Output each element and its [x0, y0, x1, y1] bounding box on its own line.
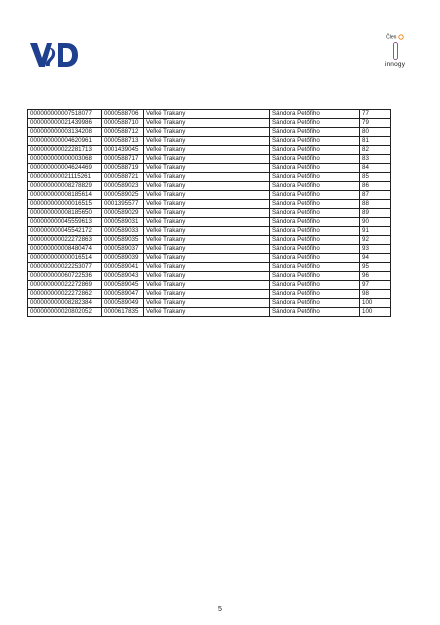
table-row	[28, 245, 391, 254]
table-row	[28, 290, 391, 299]
street-cell: Sándora Petőfiho	[270, 155, 360, 164]
ring-icon	[398, 34, 404, 40]
municipality-cell: Veľké Trakany	[144, 164, 270, 173]
house-number-cell: 86	[360, 182, 391, 191]
table-row	[28, 119, 391, 128]
meter-number-cell: 0000589037	[102, 245, 144, 254]
eic-code-cell: 000000000022281713	[28, 146, 102, 155]
municipality-cell: Veľké Trakany	[144, 236, 270, 245]
records-table	[27, 109, 391, 317]
street-cell: Sándora Petőfiho	[270, 137, 360, 146]
eic-code-cell: 000000000004620961	[28, 137, 102, 146]
innogy-logo	[378, 34, 412, 76]
eic-code-cell: 000000000008282384	[28, 299, 102, 308]
meter-number-cell: 0000588721	[102, 173, 144, 182]
meter-number-cell: 0000589023	[102, 182, 144, 191]
street-cell: Sándora Petőfiho	[270, 182, 360, 191]
street-cell: Sándora Petőfiho	[270, 308, 360, 317]
street-cell: Sándora Petőfiho	[270, 191, 360, 200]
meter-number-cell: 0000589035	[102, 236, 144, 245]
table-row	[28, 164, 391, 173]
eic-code-cell: 000000000008278829	[28, 182, 102, 191]
municipality-cell: Veľké Trakany	[144, 245, 270, 254]
eic-code-cell: 000000000045542172	[28, 227, 102, 236]
municipality-cell: Veľké Trakany	[144, 218, 270, 227]
meter-number-cell: 0000589043	[102, 272, 144, 281]
house-number-cell: 93	[360, 245, 391, 254]
municipality-cell: Veľké Trakany	[144, 263, 270, 272]
table-row	[28, 218, 391, 227]
street-cell: Sándora Petőfiho	[270, 200, 360, 209]
municipality-cell: Veľké Trakany	[144, 281, 270, 290]
eic-code-cell: 000000000000003068	[28, 155, 102, 164]
meter-number-cell: 0000589047	[102, 290, 144, 299]
eic-code-cell: 000000000008185614	[28, 191, 102, 200]
street-cell: Sándora Petőfiho	[270, 119, 360, 128]
table-row	[28, 254, 391, 263]
street-cell: Sándora Petőfiho	[270, 299, 360, 308]
municipality-cell: Veľké Trakany	[144, 290, 270, 299]
municipality-cell: Veľké Trakany	[144, 254, 270, 263]
street-cell: Sándora Petőfiho	[270, 128, 360, 137]
street-cell: Sándora Petőfiho	[270, 209, 360, 218]
table-row	[28, 128, 391, 137]
house-number-cell: 82	[360, 146, 391, 155]
municipality-cell: Veľké Trakany	[144, 209, 270, 218]
eic-code-cell: 000000000060722536	[28, 272, 102, 281]
municipality-cell: Veľké Trakany	[144, 128, 270, 137]
street-cell: Sándora Petőfiho	[270, 272, 360, 281]
table-row	[28, 272, 391, 281]
street-cell: Sándora Petőfiho	[270, 254, 360, 263]
house-number-cell: 87	[360, 191, 391, 200]
table-row	[28, 137, 391, 146]
street-cell: Sándora Petőfiho	[270, 173, 360, 182]
eic-code-cell: 000000000021439986	[28, 119, 102, 128]
table-row	[28, 191, 391, 200]
table-row	[28, 227, 391, 236]
house-number-cell: 92	[360, 236, 391, 245]
municipality-cell: Veľké Trakany	[144, 182, 270, 191]
street-cell: Sándora Petőfiho	[270, 263, 360, 272]
municipality-cell: Veľké Trakany	[144, 155, 270, 164]
meter-number-cell: 0000589029	[102, 209, 144, 218]
page-number: 5	[218, 606, 222, 613]
eic-code-cell: 000000000007518077	[28, 110, 102, 119]
house-number-cell: 85	[360, 173, 391, 182]
eic-code-cell: 000000000000016515	[28, 200, 102, 209]
street-cell: Sándora Petőfiho	[270, 110, 360, 119]
house-number-cell: 79	[360, 119, 391, 128]
house-number-cell: 96	[360, 272, 391, 281]
municipality-cell: Veľké Trakany	[144, 110, 270, 119]
eic-code-cell: 000000000020802052	[28, 308, 102, 317]
street-cell: Sándora Petőfiho	[270, 146, 360, 155]
house-number-cell: 97	[360, 281, 391, 290]
meter-number-cell: 0000588710	[102, 119, 144, 128]
eic-code-cell: 000000000008480474	[28, 245, 102, 254]
meter-number-cell: 0000617835	[102, 308, 144, 317]
house-number-cell: 95	[360, 263, 391, 272]
table-row	[28, 146, 391, 155]
street-cell: Sándora Petőfiho	[270, 236, 360, 245]
municipality-cell: Veľké Trakany	[144, 200, 270, 209]
municipality-cell: Veľké Trakany	[144, 146, 270, 155]
street-cell: Sándora Petőfiho	[270, 281, 360, 290]
eic-code-cell: 000000000003134208	[28, 128, 102, 137]
house-number-cell: 88	[360, 200, 391, 209]
meter-number-cell: 0000589025	[102, 191, 144, 200]
eic-code-cell: 000000000045559613	[28, 218, 102, 227]
municipality-cell: Veľké Trakany	[144, 119, 270, 128]
meter-number-cell: 0000589049	[102, 299, 144, 308]
meter-number-cell: 0000589041	[102, 263, 144, 272]
municipality-cell: Veľké Trakany	[144, 299, 270, 308]
brand-name: innogy	[384, 61, 406, 69]
table-row	[28, 281, 391, 290]
eic-code-cell: 000000000008185650	[28, 209, 102, 218]
house-number-cell: 100	[360, 299, 391, 308]
vsd-logo	[30, 40, 78, 70]
meter-number-cell: 0000589045	[102, 281, 144, 290]
meter-number-cell: 0000588719	[102, 164, 144, 173]
house-number-cell: 89	[360, 209, 391, 218]
municipality-cell: Veľké Trakany	[144, 173, 270, 182]
table-row	[28, 209, 391, 218]
meter-number-cell: 0000588706	[102, 110, 144, 119]
meter-number-cell: 0000589031	[102, 218, 144, 227]
meter-number-cell: 0000588713	[102, 137, 144, 146]
street-cell: Sándora Petőfiho	[270, 290, 360, 299]
meter-number-cell: 0000589039	[102, 254, 144, 263]
house-number-cell: 77	[360, 110, 391, 119]
eic-code-cell: 000000000022253077	[28, 263, 102, 272]
table-row	[28, 110, 391, 119]
member-label: Člen	[386, 34, 397, 41]
table-row	[28, 182, 391, 191]
eic-code-cell: 000000000022272862	[28, 290, 102, 299]
table-row	[28, 173, 391, 182]
house-number-cell: 80	[360, 128, 391, 137]
eic-code-cell: 000000000000016514	[28, 254, 102, 263]
house-number-cell: 83	[360, 155, 391, 164]
street-cell: Sándora Petőfiho	[270, 245, 360, 254]
table-row	[28, 236, 391, 245]
meter-number-cell: 0000589033	[102, 227, 144, 236]
street-cell: Sándora Petőfiho	[270, 218, 360, 227]
eic-code-cell: 000000000022272863	[28, 236, 102, 245]
meter-number-cell: 0001439045	[102, 146, 144, 155]
house-number-cell: 98	[360, 290, 391, 299]
meter-number-cell: 0000588717	[102, 155, 144, 164]
table-row	[28, 155, 391, 164]
table-row	[28, 299, 391, 308]
records-body	[28, 110, 391, 317]
eic-code-cell: 000000000004624469	[28, 164, 102, 173]
street-cell: Sándora Petőfiho	[270, 227, 360, 236]
house-number-cell: 100	[360, 308, 391, 317]
meter-number-cell: 0000588712	[102, 128, 144, 137]
house-number-cell: 90	[360, 218, 391, 227]
eic-code-cell: 000000000022272869	[28, 281, 102, 290]
meter-number-cell: 0001395577	[102, 200, 144, 209]
house-number-cell: 81	[360, 137, 391, 146]
municipality-cell: Veľké Trakany	[144, 137, 270, 146]
table-row	[28, 263, 391, 272]
innogy-bar-icon	[393, 42, 398, 60]
vsd-logo-icon	[30, 40, 78, 70]
house-number-cell: 84	[360, 164, 391, 173]
house-number-cell: 91	[360, 227, 391, 236]
municipality-cell: Veľké Trakany	[144, 227, 270, 236]
street-cell: Sándora Petőfiho	[270, 164, 360, 173]
table-row	[28, 200, 391, 209]
house-number-cell: 94	[360, 254, 391, 263]
eic-code-cell: 000000000021115261	[28, 173, 102, 182]
municipality-cell: Veľké Trakany	[144, 191, 270, 200]
table-row	[28, 308, 391, 317]
municipality-cell: Veľké Trakany	[144, 308, 270, 317]
municipality-cell: Veľké Trakany	[144, 272, 270, 281]
